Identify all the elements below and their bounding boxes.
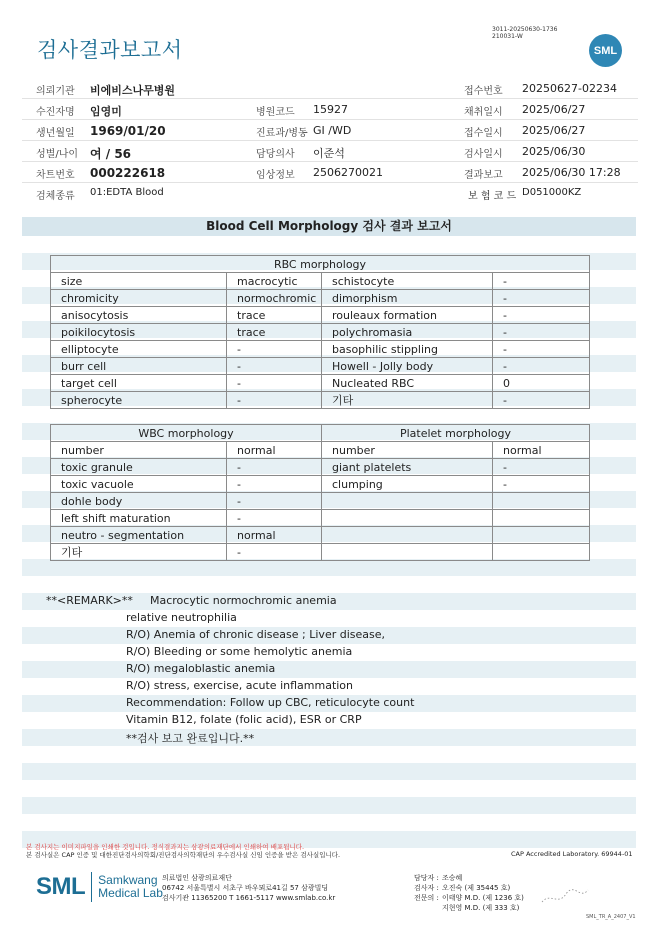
- receive-date: 2025/06/27: [522, 124, 586, 137]
- report-title: Blood Cell Morphology 검사 결과 보고서: [22, 217, 636, 236]
- page-title: 검사결과보고서: [37, 38, 183, 62]
- remark-line: R/O) Bleeding or some hemolytic anemia: [126, 645, 353, 658]
- rbc-header: RBC morphology: [51, 256, 590, 273]
- table-cell: Howell - Jolly body: [322, 358, 493, 375]
- remark-line: relative neutrophilia: [126, 611, 237, 624]
- table-cell: normal: [493, 442, 590, 459]
- table-cell: -: [493, 290, 590, 307]
- requesting-org: 비에비스나무병원: [90, 84, 176, 97]
- table-cell: burr cell: [51, 358, 227, 375]
- collect-date: 2025/06/27: [522, 103, 586, 116]
- remark-line: R/O) megaloblastic anemia: [126, 662, 276, 675]
- chart-no: 000222618: [90, 166, 166, 180]
- table-cell: -: [227, 493, 322, 510]
- form-code: SML_TR_A_2407_V1: [586, 914, 636, 920]
- remark-line: R/O) stress, exercise, acute inflammation: [126, 679, 354, 692]
- table-cell: [322, 544, 493, 561]
- table-row: [51, 510, 590, 527]
- table-cell: 기타: [51, 544, 227, 561]
- report-date: 2025/06/30 17:28: [522, 166, 621, 179]
- table-cell: -: [227, 375, 322, 392]
- table-cell: size: [51, 273, 227, 290]
- table-cell: [493, 544, 590, 561]
- table-cell: normochromic: [227, 290, 322, 307]
- stripe-row: [22, 797, 636, 814]
- table-cell: schistocyte: [322, 273, 493, 290]
- table-cell: toxic vacuole: [51, 476, 227, 493]
- table-row: [51, 442, 590, 459]
- receipt-no: 20250627-02234: [522, 82, 617, 95]
- table-cell: left shift maturation: [51, 510, 227, 527]
- date-of-birth: 1969/01/20: [90, 124, 166, 138]
- table-cell: spherocyte: [51, 392, 227, 409]
- staff-row: 전문의 : 이태양 M.D. (제 1236 호): [414, 894, 524, 902]
- department: GI /WD: [313, 124, 352, 137]
- table-cell: -: [493, 324, 590, 341]
- table-cell: target cell: [51, 375, 227, 392]
- remark-line: Macrocytic normochromic anemia: [150, 594, 337, 607]
- table-cell: Nucleated RBC: [322, 375, 493, 392]
- remark-line: Recommendation: Follow up CBC, reticulocyte count: [126, 696, 415, 709]
- specimen: 01:EDTA Blood: [90, 187, 164, 198]
- info-row: 의뢰기관 비에비스나무병원 접수번호 20250627-02234: [22, 78, 638, 99]
- table-cell: [322, 510, 493, 527]
- sex-age: 여 / 56: [90, 147, 132, 161]
- staff-list: [414, 873, 524, 913]
- table-cell: elliptocyte: [51, 341, 227, 358]
- sml-logo-mark: SML: [36, 873, 86, 900]
- stripe-row: [22, 661, 636, 678]
- table-cell: -: [227, 341, 322, 358]
- remark-line: Vitamin B12, folate (folic acid), ESR or CRP: [126, 713, 362, 726]
- stripe-row: [22, 780, 636, 797]
- table-cell: -: [493, 459, 590, 476]
- table-cell: poikilocytosis: [51, 324, 227, 341]
- stripe-row: [22, 746, 636, 763]
- table-cell: neutro - segmentation: [51, 527, 227, 544]
- stripe-row: [22, 236, 636, 253]
- table-cell: [493, 493, 590, 510]
- hospital-code: 15927: [313, 103, 348, 116]
- remark-line: **검사 보고 완료입니다.**: [126, 732, 255, 745]
- stripe-row: [22, 610, 636, 627]
- table-cell: normal: [227, 442, 322, 459]
- platelet-header: Platelet morphology: [322, 425, 590, 442]
- table-cell: clumping: [322, 476, 493, 493]
- table-cell: -: [493, 392, 590, 409]
- table-cell: -: [493, 358, 590, 375]
- table-cell: macrocytic: [227, 273, 322, 290]
- table-cell: [322, 493, 493, 510]
- table-cell: normal: [227, 527, 322, 544]
- institution-info: 의료법인 삼광의료재단 06742 서울특별시 서초구 바우뫼로41길 57 삼광빌딩 검사기관 11365200 T 1661-5117 www.smlab.co.kr: [162, 874, 336, 902]
- stripe-row: [22, 559, 636, 576]
- table-cell: -: [227, 459, 322, 476]
- table-cell: -: [227, 358, 322, 375]
- table-cell: polychromasia: [322, 324, 493, 341]
- table-cell: [493, 510, 590, 527]
- patient-info: [22, 78, 638, 204]
- table-cell: trace: [227, 324, 322, 341]
- test-date: 2025/06/30: [522, 145, 586, 158]
- info-row: 성별/나이 여 / 56 담당의사 이준석 검사일시 2025/06/30: [22, 141, 638, 162]
- footer-logo: SML Samkwang Medical Lab: [36, 873, 163, 900]
- image-notice: 본 검사지는 이미지파일을 인쇄한 것입니다. 정식결과지는 삼광의료재단에서 인쇄하여 배포됩니다.: [26, 843, 305, 851]
- table-cell: trace: [227, 307, 322, 324]
- stripe-row: [22, 729, 636, 746]
- table-cell: -: [227, 476, 322, 493]
- table-cell: [493, 527, 590, 544]
- table-row: [51, 527, 590, 544]
- table-cell: -: [493, 273, 590, 290]
- table-row: [51, 544, 590, 561]
- sml-logo: SML: [589, 34, 622, 67]
- table-cell: chromicity: [51, 290, 227, 307]
- table-cell: toxic granule: [51, 459, 227, 476]
- recipient-name: 임영미: [90, 105, 122, 118]
- remark-line: R/O) Anemia of chronic disease ; Liver disease,: [126, 628, 385, 641]
- info-row: 생년월일 1969/01/20 진료과/병동 GI /WD 접수일시 2025/06/27: [22, 120, 638, 141]
- table-cell: rouleaux formation: [322, 307, 493, 324]
- staff-row: 담당자 : 조승혜: [414, 874, 463, 882]
- table-cell: -: [227, 392, 322, 409]
- table-row: [51, 307, 590, 324]
- table-row: [51, 493, 590, 510]
- table-cell: number: [322, 442, 493, 459]
- table-row: [51, 375, 590, 392]
- table-row: [51, 392, 590, 409]
- staff-row: 지현영 M.D. (제 333 호): [442, 904, 520, 912]
- stripe-row: [22, 576, 636, 593]
- stripe-row: [22, 763, 636, 780]
- table-cell: dimorphism: [322, 290, 493, 307]
- table-cell: 0: [493, 375, 590, 392]
- table-cell: number: [51, 442, 227, 459]
- table-row: [51, 358, 590, 375]
- doctor: 이준석: [313, 147, 345, 160]
- accreditation-notice: 본 검사실은 CAP 인증 및 대한진단검사의학회/진단검사의학재단의 우수검사실 신임 인증을 받은 검사실입니다.: [26, 851, 341, 859]
- staff-row: 검사자 : 오진숙 (제 35445 호): [414, 884, 511, 892]
- wbc-header: WBC morphology: [51, 425, 322, 442]
- table-cell: giant platelets: [322, 459, 493, 476]
- table-cell: basophilic stippling: [322, 341, 493, 358]
- table-cell: -: [227, 544, 322, 561]
- table-cell: -: [493, 341, 590, 358]
- table-cell: -: [493, 476, 590, 493]
- table-row: [51, 324, 590, 341]
- table-row: [51, 341, 590, 358]
- table-cell: dohle body: [51, 493, 227, 510]
- info-row: 검체종류 01:EDTA Blood 보 험 코 드 D051000KZ: [36, 187, 582, 202]
- clinical-info: 2506270021: [313, 166, 383, 179]
- table-cell: 기타: [322, 392, 493, 409]
- info-row: 차트번호 000222618 임상정보 2506270021 결과보고 2025/06/30 17:28: [22, 162, 638, 183]
- table-row: [51, 290, 590, 307]
- wbc-platelet-table: [50, 424, 590, 561]
- stripe-row: [22, 814, 636, 831]
- table-row: [51, 476, 590, 493]
- insurance-code: D051000KZ: [522, 187, 582, 198]
- cap-accreditation: CAP Accredited Laboratory. 69944-01: [511, 850, 633, 858]
- table-cell: [322, 527, 493, 544]
- document-code: 3011-20250630-1736 210031-W: [492, 26, 558, 40]
- rbc-morphology-table: [50, 255, 590, 409]
- table-cell: anisocytosis: [51, 307, 227, 324]
- signature-icon: [540, 880, 590, 910]
- info-row: 수진자명 임영미 병원코드 15927 채취일시 2025/06/27: [22, 99, 638, 120]
- table-row: [51, 273, 590, 290]
- table-cell: -: [227, 510, 322, 527]
- table-row: [51, 459, 590, 476]
- table-cell: -: [493, 307, 590, 324]
- remark-label: **<REMARK>**: [46, 594, 133, 607]
